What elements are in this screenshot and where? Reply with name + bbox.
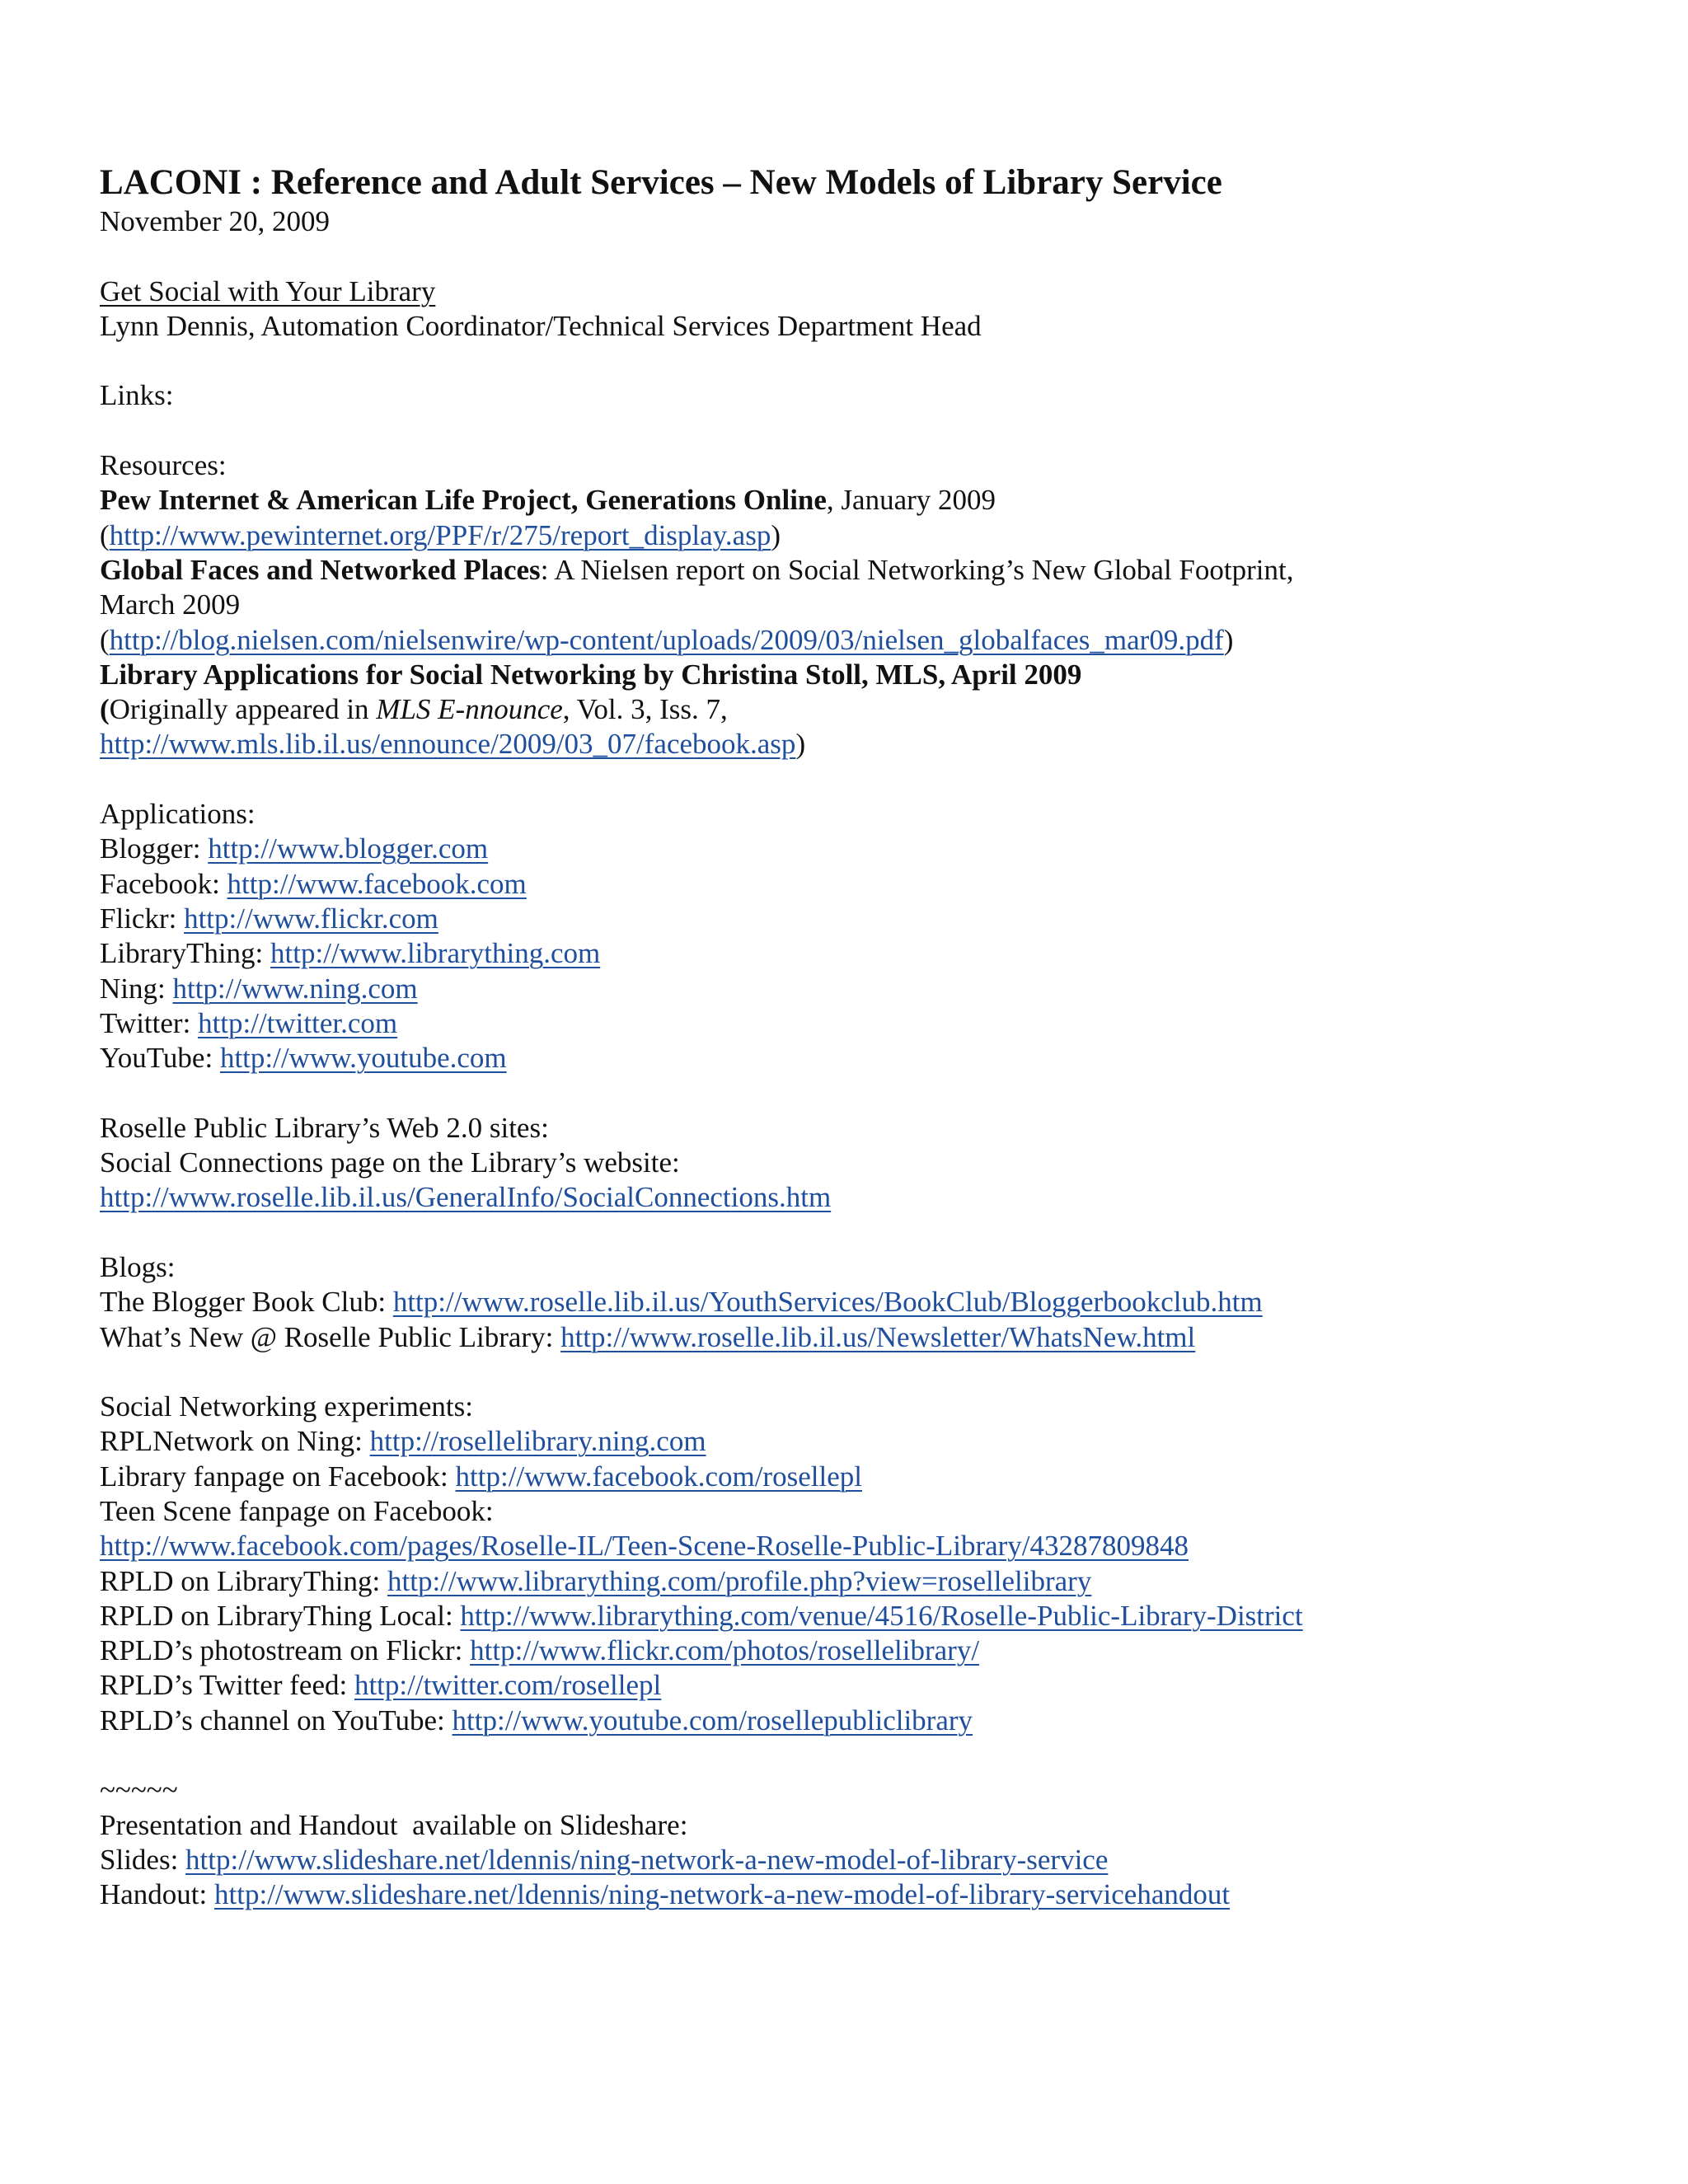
resource-nielsen-link[interactable]: http://blog.nielsen.com/nielsenwire/wp-content/uploads/2009/03/nielsen_globalfaces_mar09.pdf <box>109 623 1224 656</box>
slides-item <box>100 1843 1583 1877</box>
application-name: LibraryThing: <box>100 937 271 970</box>
page-title: LACONI : Reference and Adult Services – New Models of Library Service <box>100 163 1222 202</box>
resource-stoll-publication: MLS E-nnounce <box>376 693 563 726</box>
separator: ~~~~~ <box>100 1774 178 1807</box>
resource-pew-title: Pew Internet & American Life Project, Generations Online <box>100 484 827 517</box>
experiment-name: Library fanpage on Facebook: <box>100 1460 456 1493</box>
application-name: Twitter: <box>100 1006 199 1039</box>
blog-name: What’s New @ Roselle Public Library: <box>100 1320 561 1353</box>
application-item <box>100 902 1583 936</box>
experiment-name: RPLD on LibraryThing Local: <box>100 1599 461 1632</box>
resource-stoll <box>100 658 1583 692</box>
social-connections-label: Social Connections page on the Library’s website: <box>100 1146 680 1179</box>
handout-link[interactable]: http://www.slideshare.net/ldennis/ning-network-a-new-model-of-library-servicehandout <box>214 1878 1231 1911</box>
application-item <box>100 972 1583 1006</box>
experiment-link[interactable]: http://www.facebook.com/rosellepl <box>455 1460 862 1493</box>
resource-stoll-link-line <box>100 727 1583 762</box>
experiment-link[interactable]: http://twitter.com/rosellepl <box>354 1669 662 1702</box>
social-connections-link[interactable]: http://www.roselle.lib.il.us/GeneralInfo/SocialConnections.htm <box>100 1181 832 1214</box>
teen-scene-link[interactable]: http://www.facebook.com/pages/Roselle-IL/Teen-Scene-Roselle-Public-Library/43287809848 <box>100 1530 1189 1563</box>
application-item <box>100 1006 1583 1041</box>
open-paren: ( <box>100 693 110 726</box>
event-date: November 20, 2009 <box>100 205 330 237</box>
teen-scene-label: Teen Scene fanpage on Facebook: <box>100 1494 494 1527</box>
social-connections-link-line <box>100 1180 1583 1215</box>
links-label: Links: <box>100 379 174 412</box>
application-name: Blogger: <box>100 832 209 865</box>
application-link[interactable]: http://www.flickr.com <box>184 902 438 935</box>
resource-nielsen-date: March 2009 <box>100 588 241 621</box>
blog-name: The Blogger Book Club: <box>100 1286 393 1319</box>
resource-nielsen-title: Global Faces and Networked Places <box>100 553 541 586</box>
application-link[interactable]: http://twitter.com <box>198 1006 398 1039</box>
experiment-item <box>100 1633 1583 1668</box>
resource-stoll-source <box>100 692 1583 727</box>
experiment-item <box>100 1460 1583 1494</box>
handout-item <box>100 1877 1583 1912</box>
experiment-link[interactable]: http://www.librarything.com/profile.php?view=rosellelibrary <box>387 1564 1092 1597</box>
blog-item <box>100 1320 1583 1355</box>
experiment-item <box>100 1668 1583 1703</box>
experiment-name: RPLNetwork on Ning: <box>100 1425 370 1458</box>
resource-pew-link-line <box>100 518 1583 553</box>
document-content <box>100 162 1583 1913</box>
application-link[interactable]: http://www.blogger.com <box>208 832 489 865</box>
open-paren: ( <box>100 623 110 656</box>
slideshare-label: Presentation and Handout available on Slideshare: <box>100 1808 688 1841</box>
experiment-link[interactable]: http://www.youtube.com/rosellepubliclibrary <box>452 1704 973 1736</box>
resource-nielsen <box>100 553 1583 588</box>
blog-item <box>100 1285 1583 1319</box>
application-name: YouTube: <box>100 1042 220 1075</box>
application-item <box>100 936 1583 971</box>
roselle-label: Roselle Public Library’s Web 2.0 sites: <box>100 1111 549 1144</box>
applications-label: Applications: <box>100 798 256 831</box>
experiments-label: Social Networking experiments: <box>100 1390 473 1423</box>
slides-label: Slides: <box>100 1843 186 1876</box>
application-name: Ning: <box>100 972 173 1005</box>
experiment-item <box>100 1564 1583 1599</box>
resource-stoll-volume: , Vol. 3, Iss. 7, <box>562 693 728 726</box>
experiment-name: RPLD’s channel on YouTube: <box>100 1704 452 1736</box>
experiment-item <box>100 1599 1583 1633</box>
application-name: Flickr: <box>100 902 185 935</box>
application-link[interactable]: http://www.facebook.com <box>227 867 527 900</box>
close-paren: ) <box>1223 623 1234 656</box>
close-paren: ) <box>771 518 781 551</box>
application-item <box>100 832 1583 866</box>
application-link[interactable]: http://www.librarything.com <box>270 937 601 970</box>
resource-nielsen-desc: : A Nielsen report on Social Networking’s New Global Footprint, <box>540 553 1294 586</box>
resources-label: Resources: <box>100 449 227 482</box>
blog-link[interactable]: http://www.roselle.lib.il.us/Newsletter/WhatsNew.html <box>560 1320 1196 1353</box>
application-name: Facebook: <box>100 867 227 900</box>
blog-link[interactable]: http://www.roselle.lib.il.us/YouthServices/BookClub/Bloggerbookclub.htm <box>392 1286 1263 1319</box>
resource-pew <box>100 483 1583 518</box>
application-item <box>100 1041 1583 1076</box>
experiment-link[interactable]: http://www.flickr.com/photos/rosellelibrary/ <box>470 1634 980 1667</box>
experiment-item <box>100 1704 1583 1738</box>
experiment-link[interactable]: http://rosellelibrary.ning.com <box>369 1425 706 1458</box>
experiment-item <box>100 1424 1583 1459</box>
resource-nielsen-link-line <box>100 623 1583 658</box>
experiment-link[interactable]: http://www.librarything.com/venue/4516/Roselle-Public-Library-District <box>460 1599 1303 1632</box>
session-title: Get Social with Your Library <box>100 274 436 307</box>
presenter: Lynn Dennis, Automation Coordinator/Technical Services Department Head <box>100 309 982 342</box>
teen-scene-link-line <box>100 1529 1583 1563</box>
close-paren: ) <box>795 728 806 761</box>
experiment-name: RPLD’s photostream on Flickr: <box>100 1634 471 1667</box>
experiment-name: RPLD on LibraryThing: <box>100 1564 387 1597</box>
application-item <box>100 867 1583 902</box>
open-paren: ( <box>100 518 110 551</box>
blogs-label: Blogs: <box>100 1250 176 1283</box>
resource-pew-date: , January 2009 <box>826 484 996 517</box>
application-link[interactable]: http://www.ning.com <box>172 972 418 1005</box>
application-link[interactable]: http://www.youtube.com <box>219 1042 507 1075</box>
experiment-name: RPLD’s Twitter feed: <box>100 1669 354 1702</box>
resource-stoll-title: Library Applications for Social Networking by Christina Stoll, MLS, April 2009 <box>100 658 1082 691</box>
resource-stoll-link[interactable]: http://www.mls.lib.il.us/ennounce/2009/03_07/facebook.asp <box>100 728 796 761</box>
session-title-line <box>100 274 1583 309</box>
slides-link[interactable]: http://www.slideshare.net/ldennis/ning-network-a-new-model-of-library-service <box>185 1843 1109 1876</box>
resource-stoll-orig: Originally appeared in <box>109 693 377 726</box>
handout-label: Handout: <box>100 1878 215 1911</box>
resource-pew-link[interactable]: http://www.pewinternet.org/PPF/r/275/report_display.asp <box>109 518 771 551</box>
